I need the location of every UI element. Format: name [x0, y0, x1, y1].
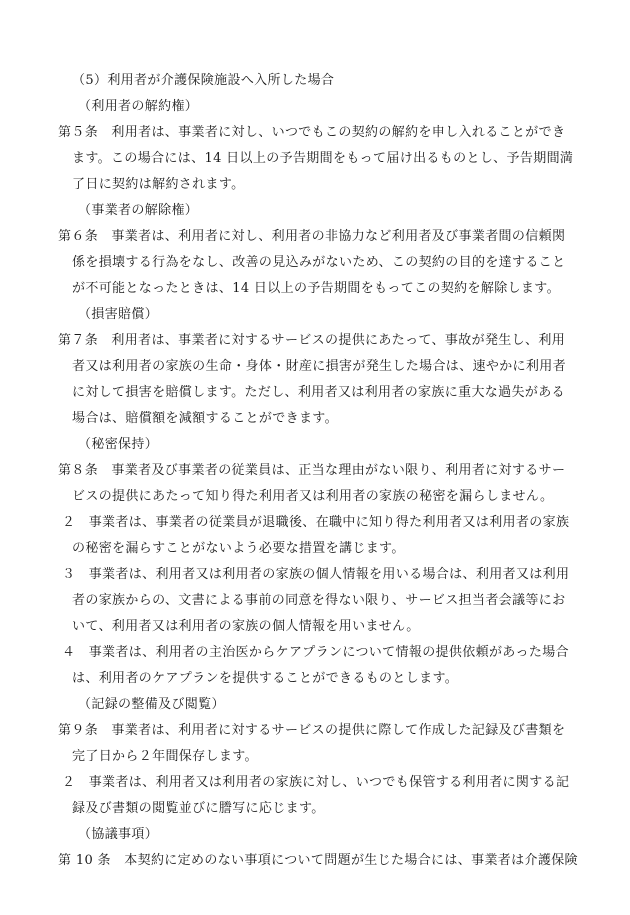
- article-10-line-1: 第 10 条 本契約に定めのない事項について問題が生じた場合には、事業者は介護保険: [58, 853, 578, 868]
- article-8-para-3-line-2: 者の家族からの、文書による事前の同意を得ない限り、サービス担当者会議等にお: [72, 593, 566, 608]
- article-8-line-2: ビスの提供にあたって知り得た利用者又は利用者の家族の秘密を漏らしません。: [72, 489, 554, 504]
- article-7-line-4: 場合は、賠償額を減額することができます。: [72, 411, 338, 426]
- article-8-para-2-line-1: ２ 事業者は、事業者の従業員が退職後、在職中に知り得た利用者又は利用者の家族: [62, 515, 570, 530]
- section-heading-termination: （事業者の解除権）: [78, 203, 199, 218]
- article-7-line-3: に対して損害を賠償します。ただし、利用者又は利用者の家族に重大な過失がある: [72, 385, 565, 400]
- section-heading-consultation: （協議事項）: [78, 827, 159, 842]
- article-5-line-2: ます。この場合には、14 日以上の予告期間をもって届け出るものとし、予告期間満: [72, 151, 574, 166]
- section-heading-confidentiality: （秘密保持）: [78, 437, 159, 452]
- article-9-para-2-line-1: ２ 事業者は、利用者又は利用者の家族に対し、いつでも保管する利用者に関する記: [62, 775, 570, 790]
- article-9-line-1: 第９条 事業者は、利用者に対するサービスの提供に際して作成した記録及び書類を: [58, 723, 566, 738]
- section-heading-records: （記録の整備及び閲覧）: [78, 697, 225, 712]
- article-6-line-2: 係を損壊する行為をなし、改善の見込みがないため、この契約の目的を達すること: [72, 255, 566, 270]
- article-9-para-2-line-2: 録及び書類の閲覧並びに謄写に応じます。: [72, 801, 325, 816]
- article-6-line-3: が不可能となったときは、14 日以上の予告期間をもってこの契約を解除します。: [72, 281, 560, 296]
- article-8-para-4-line-1: ４ 事業者は、利用者の主治医からケアプランについて情報の提供依頼があった場合: [62, 645, 569, 660]
- article-6-line-1: 第６条 事業者は、利用者に対し、利用者の非協力など利用者及び事業者間の信頼関: [58, 229, 566, 244]
- article-5-line-3: 了日に契約は解約されます。: [72, 177, 245, 192]
- article-8-para-3-line-1: ３ 事業者は、利用者又は利用者の家族の個人情報を用いる場合は、利用者又は利用: [62, 567, 570, 582]
- article-8-para-2-line-2: の秘密を漏らすことがないよう必要な措置を講じます。: [72, 541, 405, 556]
- article-8-para-3-line-3: いて、利用者又は利用者の家族の個人情報を用いません。: [72, 619, 420, 634]
- clause-item-5: （5）利用者が介護保険施設へ入所した場合: [72, 73, 335, 88]
- article-7-line-2: 者又は利用者の家族の生命・身体・財産に損害が発生した場合は、速やかに利用者: [72, 359, 566, 374]
- article-8-para-4-line-2: は、利用者のケアプランを提供することができるものとします。: [72, 671, 459, 686]
- article-7-line-1: 第７条 利用者は、事業者に対するサービスの提供にあたって、事故が発生し、利用: [58, 333, 566, 348]
- article-9-line-2: 完了日から２年間保存します。: [72, 749, 258, 764]
- article-5-line-1: 第５条 利用者は、事業者に対し、いつでもこの契約の解約を申し入れることができ: [58, 125, 566, 140]
- article-8-line-1: 第８条 事業者及び事業者の従業員は、正当な理由がない限り、利用者に対するサー: [58, 463, 566, 478]
- section-heading-damages: （損害賠償）: [78, 307, 159, 322]
- section-heading-cancellation: （利用者の解約権）: [78, 99, 199, 114]
